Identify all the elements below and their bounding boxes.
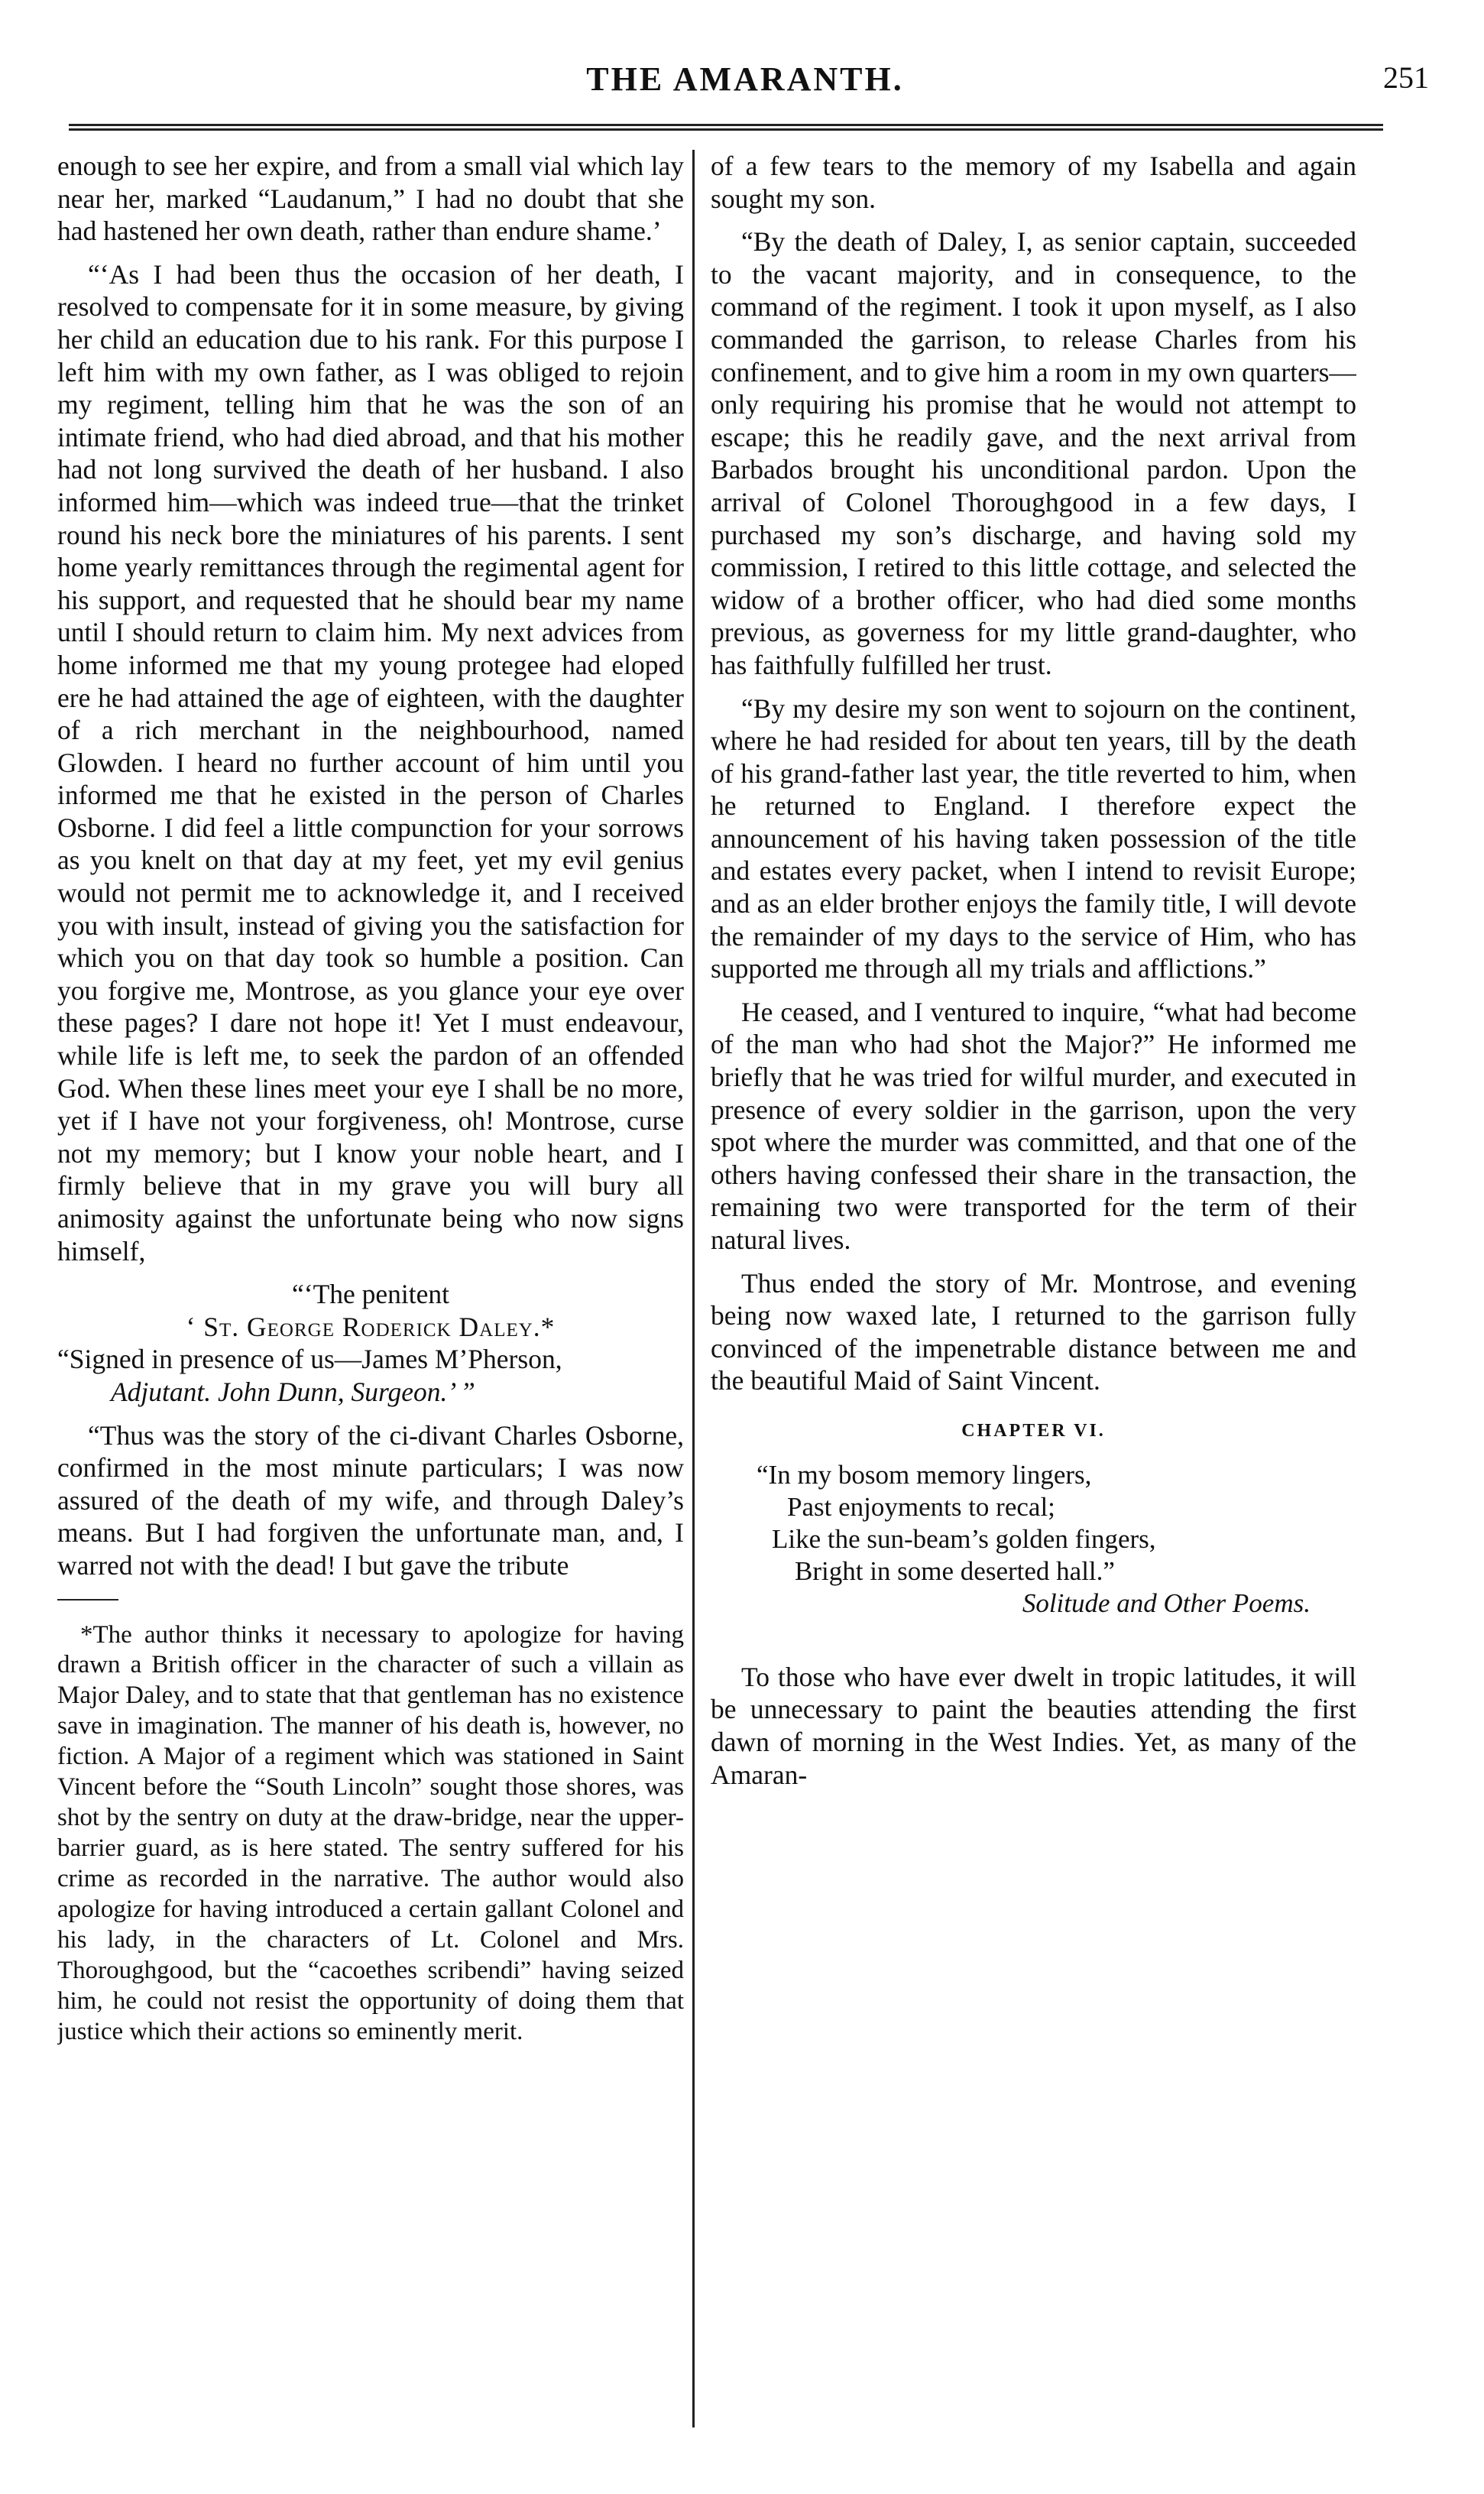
- footnote-rule: [57, 1599, 118, 1601]
- paragraph: He ceased, and I ventured to inquire, “what had become of the man who had shot the Major?” He informed me briefly that he was tried for wilful murder, and executed in presence of every soldier in the garrison, upon the very spot where the murder was committed, and that one of the others having confessed their share in the transaction, the remaining two were transported for the term of their natural lives.: [711, 996, 1356, 1255]
- spacer: [711, 1630, 1356, 1661]
- page-number: 251: [1383, 60, 1429, 95]
- poem-source: Solitude and Other Poems.: [1022, 1588, 1311, 1618]
- poem-line: Past enjoyments to recal;: [787, 1491, 1055, 1522]
- paragraph: To those who have ever dwelt in tropic latitudes, it will be unnecessary to paint the beauties attending the first dawn of morning in the West Indies. Yet, as many of the Amaran-: [711, 1661, 1356, 1790]
- paragraph: “By the death of Daley, I, as senior captain, succeeded to the vacant majority, and in consequence, to the command of the regiment. I took it upon myself, as I also commanded the garrison, to release Charles from his confinement, and to give him a room in my own quarters—only requiring his promise that he would not attempt to escape; this he readily gave, and the next arrival from Barbados brought his unconditional pardon. Upon the arrival of Colonel Thoroughgood in a few days, I purchased my son’s discharge, and having sold my commission, I retired to this little cottage, and selected the widow of a brother officer, who had died some months previous, as governess for my little grand-daughter, who has faithfully fulfilled her trust.: [711, 226, 1356, 680]
- running-title: THE AMARANTH.: [586, 60, 904, 98]
- header-rule: [69, 124, 1383, 131]
- signature-name: ‘ St. George Roderick Daley.*: [186, 1311, 556, 1342]
- witness-line: “Signed in presence of us—James M’Pherson,: [57, 1344, 562, 1375]
- signature-block: [57, 1278, 684, 1408]
- paragraph: Thus ended the story of Mr. Montrose, and evening being now waxed late, I returned to the garrison fully convinced of the impenetrable distance between me and the beautiful Maid of Saint Vincent.: [711, 1267, 1356, 1396]
- witness-line: Adjutant. John Dunn, Surgeon.’ ”: [111, 1376, 475, 1407]
- footnote: *The author thinks it necessary to apologize for having drawn a British officer in the character of such a villain as Major Daley, and to state that that gentleman has no existence save in imagination. The manner of his death is, however, no fiction. A Major of a regiment which was stationed in Saint Vincent before the “South Lincoln” sought those shores, was shot by the sentry on duty at the draw-bridge, near the upper-barrier guard, as is here stated. The sentry suffered for his crime as recorded in the narrative. The author would also apologize for having introduced a certain gallant Colonel and his lady, in the characters of Lt. Colonel and Mrs. Thoroughgood, but the “cacoethes scribendi” having seized him, he could not resist the opportunity of doing them that justice which their actions so eminently merit.: [57, 1620, 684, 2045]
- poem-line: “In my bosom memory lingers,: [757, 1459, 1092, 1490]
- left-column: [57, 150, 684, 2443]
- paragraph: “By my desire my son went to sojourn on the continent, where he had resided for about ten years, till by the death of his grand-father last year, the title reverted to him, when he returned to England. I therefore expect the announcement of his having taken possession of the title and estates every packet, when I intend to revisit Europe; and as an elder brother enjoys the family title, I will devote the remainder of my days to the service of Him, who has supported me through all my trials and afflictions.”: [711, 692, 1356, 984]
- column-divider: [692, 150, 695, 2428]
- signature-line: “‘The penitent: [292, 1279, 449, 1310]
- paragraph: of a few tears to the memory of my Isabella and again sought my son.: [711, 151, 1356, 214]
- right-column: [711, 150, 1356, 2443]
- poem-line: Like the sun-beam’s golden fingers,: [772, 1523, 1156, 1554]
- paragraph: “Thus was the story of the ci-divant Charles Osborne, confirmed in the most minute particulars; I was now assured of the death of my wife, and through Daley’s means. But I had forgiven the unfortunate man, and, I warred not with the dead! I but gave the tribute: [57, 1419, 684, 1581]
- chapter-heading: CHAPTER VI.: [961, 1420, 1106, 1441]
- paragraph: “‘As I had been thus the occasion of her death, I resolved to compensate for it in some measure, by giving her child an education due to his rank. For this purpose I left him with my own father, as I was obliged to rejoin my regiment, telling him that he was the son of an intimate friend, who had died abroad, and that his mother had not long survived the death of her husband. I also informed him—which was indeed true—that the trinket round his neck bore the miniatures of his parents. I sent home yearly remittances through the regimental agent for his support, and requested that he should bear my name until I should return to claim him. My next advices from home informed me that my young protegee had eloped ere he had attained the age of eighteen, with the daughter of a rich merchant in the neighbourhood, named Glowden. I heard no further account of him until you informed me that he existed in the person of Charles Osborne. I did feel a little compunction for your sorrows as you knelt on that day at my feet, yet my evil genius would not permit me to acknowledge it, and I received you with insult, instead of giving you the satisfaction for which you on that day took so humble a position. Can you forgive me, Montrose, as you glance your eye over these pages? I dare not hope it! Yet I must endeavour, while life is left me, to seek the pardon of an offended God. When these lines meet your eye I shall be no more, yet if I have not your forgiveness, oh! Montrose, curse not my memory; but I know your noble heart, and I firmly believe that in my grave you will bury all animosity against the unfortunate being who now signs himself,: [57, 258, 684, 1266]
- paragraph: enough to see her expire, and from a small vial which lay near her, marked “Laudanum,” I had no doubt that she had hastened her own death, rather than endure shame.’: [57, 151, 684, 247]
- page-header: [61, 60, 1429, 113]
- poem-line: Bright in some deserted hall.”: [795, 1555, 1115, 1586]
- epigraph-poem: [711, 1459, 1356, 1620]
